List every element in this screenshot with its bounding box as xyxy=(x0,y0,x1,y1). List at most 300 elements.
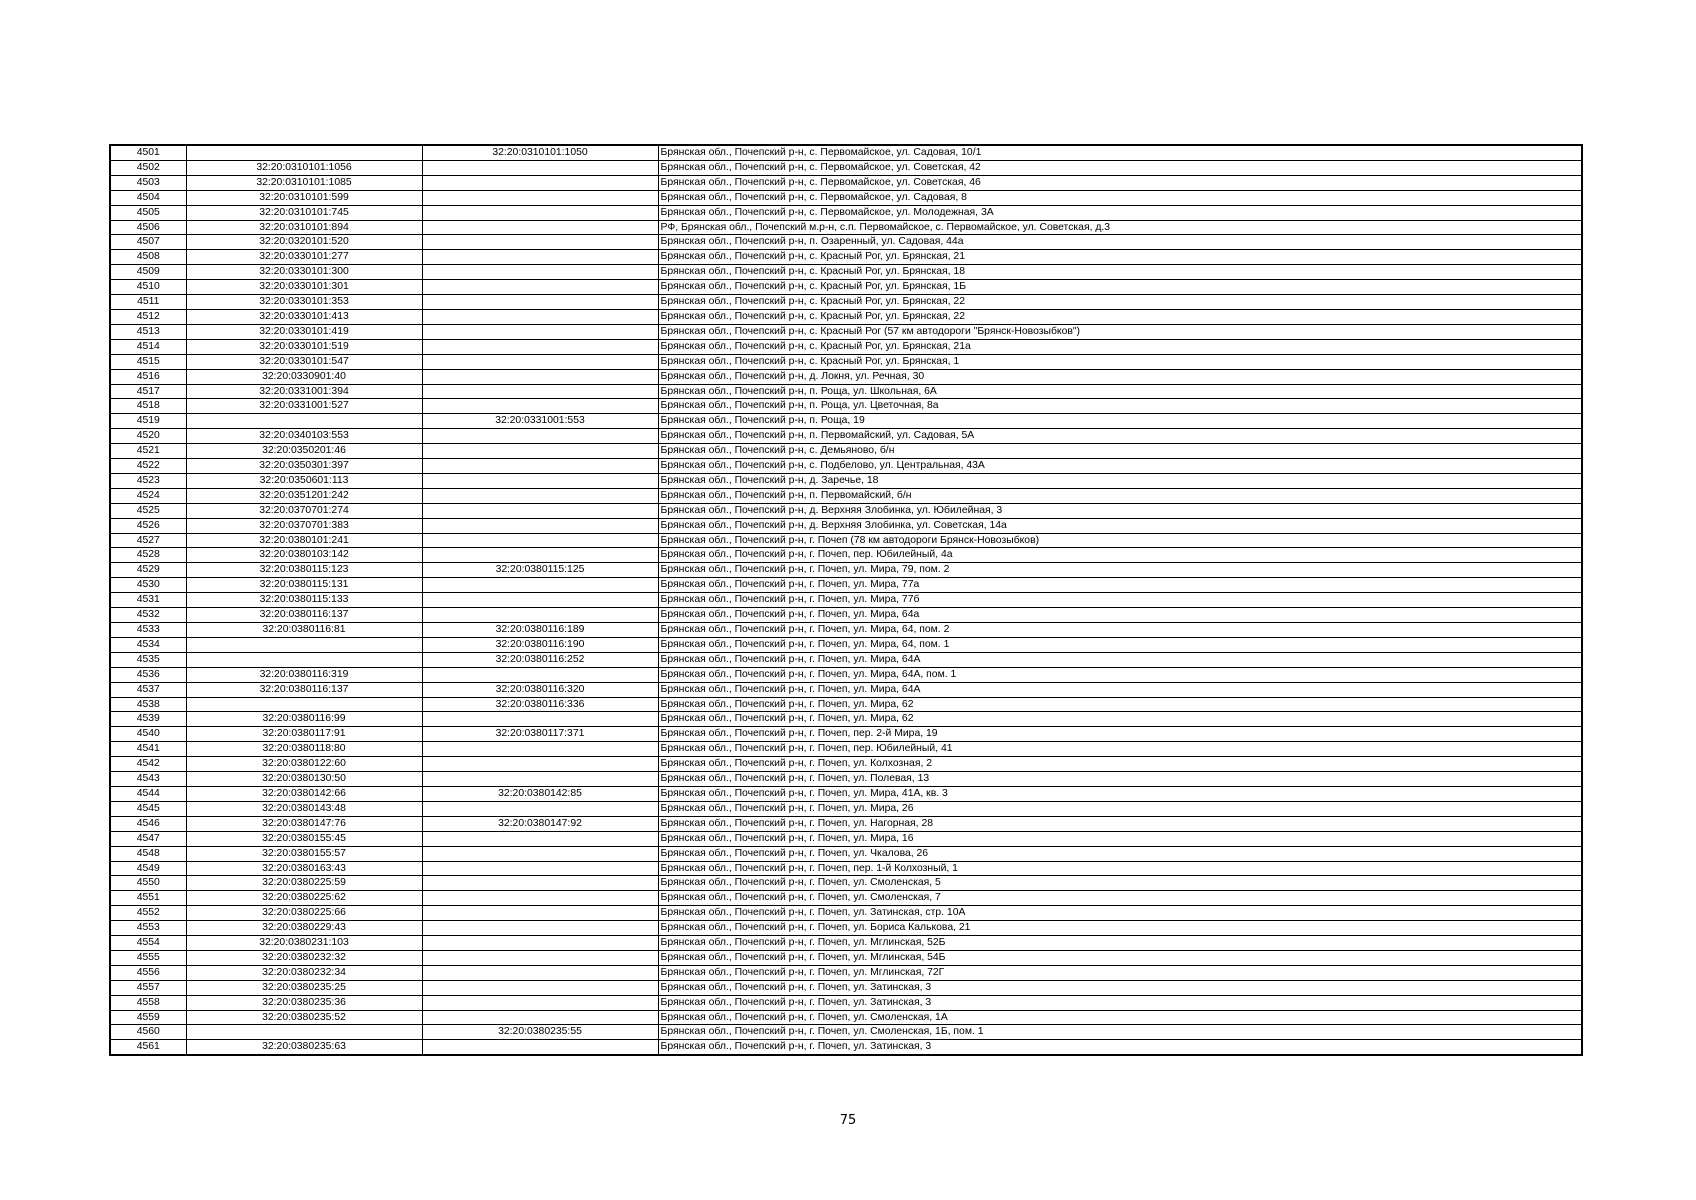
linked-cadastral-number-cell xyxy=(422,205,658,220)
linked-cadastral-number-cell xyxy=(422,295,658,310)
cadastral-number-cell: 32:20:0380116:99 xyxy=(186,712,422,727)
address-cell: Брянская обл., Почепский р-н, г. Почеп, ул. Колхозная, 2 xyxy=(658,757,1582,772)
cadastral-number-cell: 32:20:0380231:103 xyxy=(186,936,422,951)
linked-cadastral-number-cell xyxy=(422,473,658,488)
table-row xyxy=(110,354,1582,369)
table-row xyxy=(110,473,1582,488)
cadastral-number-cell: 32:20:0380229:43 xyxy=(186,921,422,936)
address-cell: РФ, Брянская обл., Почепский м.р-н, с.п. Первомайское, с. Первомайское, ул. Советская, д.3 xyxy=(658,220,1582,235)
row-number-cell: 4523 xyxy=(110,473,186,488)
cadastral-number-cell: 32:20:0380116:81 xyxy=(186,623,422,638)
table-row xyxy=(110,623,1582,638)
address-cell: Брянская обл., Почепский р-н, г. Почеп, ул. Мира, 26 xyxy=(658,801,1582,816)
cadastral-number-cell: 32:20:0340103:553 xyxy=(186,429,422,444)
linked-cadastral-number-cell xyxy=(422,757,658,772)
linked-cadastral-number-cell: 32:20:0380116:190 xyxy=(422,637,658,652)
page-number: 75 xyxy=(839,1113,857,1128)
address-cell: Брянская обл., Почепский р-н, г. Почеп, ул. Затинская, стр. 10А xyxy=(658,906,1582,921)
linked-cadastral-number-cell xyxy=(422,339,658,354)
address-cell: Брянская обл., Почепский р-н, с. Красный Рог, ул. Брянская, 21а xyxy=(658,339,1582,354)
cadastral-number-cell: 32:20:0380235:36 xyxy=(186,995,422,1010)
table-row xyxy=(110,772,1582,787)
row-number-cell: 4510 xyxy=(110,280,186,295)
row-number-cell: 4547 xyxy=(110,831,186,846)
linked-cadastral-number-cell xyxy=(422,265,658,280)
cadastral-number-cell: 32:20:0380116:319 xyxy=(186,667,422,682)
table-row xyxy=(110,384,1582,399)
address-cell: Брянская обл., Почепский р-н, г. Почеп, пер. 1-й Колхозный, 1 xyxy=(658,861,1582,876)
address-cell: Брянская обл., Почепский р-н, п. Первомайский, б/н xyxy=(658,488,1582,503)
linked-cadastral-number-cell: 32:20:0380142:85 xyxy=(422,786,658,801)
row-number-cell: 4532 xyxy=(110,608,186,623)
row-number-cell: 4548 xyxy=(110,846,186,861)
row-number-cell: 4535 xyxy=(110,652,186,667)
table-row xyxy=(110,637,1582,652)
cadastral-number-cell: 32:20:0320101:520 xyxy=(186,235,422,250)
cadastral-number-cell: 32:20:0330101:277 xyxy=(186,250,422,265)
linked-cadastral-number-cell xyxy=(422,891,658,906)
row-number-cell: 4544 xyxy=(110,786,186,801)
table-row xyxy=(110,846,1582,861)
cadastral-number-cell xyxy=(186,145,422,160)
address-cell: Брянская обл., Почепский р-н, с. Первомайское, ул. Садовая, 10/1 xyxy=(658,145,1582,160)
cadastral-number-cell: 32:20:0380225:59 xyxy=(186,876,422,891)
table-row xyxy=(110,652,1582,667)
table-row xyxy=(110,742,1582,757)
linked-cadastral-number-cell: 32:20:0380147:92 xyxy=(422,816,658,831)
table-row xyxy=(110,459,1582,474)
table-row xyxy=(110,608,1582,623)
address-cell: Брянская обл., Почепский р-н, п. Роща, ул. Школьная, 6А xyxy=(658,384,1582,399)
address-cell: Брянская обл., Почепский р-н, г. Почеп, ул. Мира, 79, пом. 2 xyxy=(658,563,1582,578)
cadastral-number-cell: 32:20:0330101:519 xyxy=(186,339,422,354)
row-number-cell: 4533 xyxy=(110,623,186,638)
linked-cadastral-number-cell xyxy=(422,160,658,175)
cadastral-number-cell: 32:20:0380118:80 xyxy=(186,742,422,757)
address-cell: Брянская обл., Почепский р-н, д. Верхняя Злобинка, ул. Советская, 14а xyxy=(658,518,1582,533)
row-number-cell: 4518 xyxy=(110,399,186,414)
linked-cadastral-number-cell xyxy=(422,280,658,295)
table-row xyxy=(110,682,1582,697)
row-number-cell: 4553 xyxy=(110,921,186,936)
row-number-cell: 4514 xyxy=(110,339,186,354)
address-cell: Брянская обл., Почепский р-н, г. Почеп, ул. Полевая, 13 xyxy=(658,772,1582,787)
linked-cadastral-number-cell xyxy=(422,369,658,384)
table-row xyxy=(110,757,1582,772)
row-number-cell: 4516 xyxy=(110,369,186,384)
linked-cadastral-number-cell: 32:20:0310101:1050 xyxy=(422,145,658,160)
address-cell: Брянская обл., Почепский р-н, г. Почеп, пер. Юбилейный, 41 xyxy=(658,742,1582,757)
table-row xyxy=(110,1025,1582,1040)
address-cell: Брянская обл., Почепский р-н, г. Почеп, ул. Мира, 41А, кв. 3 xyxy=(658,786,1582,801)
property-register-table xyxy=(109,144,1583,1056)
table-row xyxy=(110,533,1582,548)
row-number-cell: 4508 xyxy=(110,250,186,265)
cadastral-number-cell: 32:20:0380122:60 xyxy=(186,757,422,772)
linked-cadastral-number-cell xyxy=(422,354,658,369)
linked-cadastral-number-cell xyxy=(422,980,658,995)
row-number-cell: 4537 xyxy=(110,682,186,697)
address-cell: Брянская обл., Почепский р-н, г. Почеп, ул. Мира, 64а xyxy=(658,608,1582,623)
address-cell: Брянская обл., Почепский р-н, г. Почеп, пер. 2-й Мира, 19 xyxy=(658,727,1582,742)
row-number-cell: 4551 xyxy=(110,891,186,906)
address-cell: Брянская обл., Почепский р-н, г. Почеп, ул. Чкалова, 26 xyxy=(658,846,1582,861)
row-number-cell: 4525 xyxy=(110,503,186,518)
row-number-cell: 4546 xyxy=(110,816,186,831)
row-number-cell: 4561 xyxy=(110,1040,186,1055)
linked-cadastral-number-cell xyxy=(422,459,658,474)
table-row xyxy=(110,980,1582,995)
row-number-cell: 4552 xyxy=(110,906,186,921)
linked-cadastral-number-cell xyxy=(422,250,658,265)
linked-cadastral-number-cell: 32:20:0380116:189 xyxy=(422,623,658,638)
cadastral-number-cell: 32:20:0380115:133 xyxy=(186,593,422,608)
table-row xyxy=(110,906,1582,921)
cadastral-number-cell: 32:20:0310101:894 xyxy=(186,220,422,235)
cadastral-number-cell xyxy=(186,637,422,652)
address-cell: Брянская обл., Почепский р-н, п. Озаренный, ул. Садовая, 44а xyxy=(658,235,1582,250)
address-cell: Брянская обл., Почепский р-н, г. Почеп, ул. Мира, 77б xyxy=(658,593,1582,608)
address-cell: Брянская обл., Почепский р-н, г. Почеп, ул. Смоленская, 5 xyxy=(658,876,1582,891)
table-row xyxy=(110,265,1582,280)
table-row xyxy=(110,145,1582,160)
cadastral-number-cell: 32:20:0380235:63 xyxy=(186,1040,422,1055)
cadastral-number-cell: 32:20:0380116:137 xyxy=(186,608,422,623)
table-row xyxy=(110,876,1582,891)
linked-cadastral-number-cell xyxy=(422,429,658,444)
table-row xyxy=(110,295,1582,310)
linked-cadastral-number-cell xyxy=(422,384,658,399)
linked-cadastral-number-cell xyxy=(422,593,658,608)
linked-cadastral-number-cell xyxy=(422,175,658,190)
cadastral-number-cell: 32:20:0380235:25 xyxy=(186,980,422,995)
cadastral-number-cell: 32:20:0350201:46 xyxy=(186,444,422,459)
table-row xyxy=(110,160,1582,175)
linked-cadastral-number-cell xyxy=(422,608,658,623)
address-cell: Брянская обл., Почепский р-н, г. Почеп, ул. Мглинская, 52Б xyxy=(658,936,1582,951)
cadastral-number-cell: 32:20:0380115:123 xyxy=(186,563,422,578)
row-number-cell: 4545 xyxy=(110,801,186,816)
row-number-cell: 4530 xyxy=(110,578,186,593)
row-number-cell: 4560 xyxy=(110,1025,186,1040)
row-number-cell: 4513 xyxy=(110,324,186,339)
row-number-cell: 4542 xyxy=(110,757,186,772)
address-cell: Брянская обл., Почепский р-н, с. Первомайское, ул. Садовая, 8 xyxy=(658,190,1582,205)
cadastral-number-cell: 32:20:0380225:62 xyxy=(186,891,422,906)
row-number-cell: 4540 xyxy=(110,727,186,742)
table-row xyxy=(110,921,1582,936)
table-row xyxy=(110,801,1582,816)
linked-cadastral-number-cell xyxy=(422,831,658,846)
table-row xyxy=(110,414,1582,429)
row-number-cell: 4555 xyxy=(110,950,186,965)
row-number-cell: 4554 xyxy=(110,936,186,951)
table-row xyxy=(110,578,1582,593)
linked-cadastral-number-cell xyxy=(422,921,658,936)
row-number-cell: 4529 xyxy=(110,563,186,578)
row-number-cell: 4521 xyxy=(110,444,186,459)
table-row xyxy=(110,697,1582,712)
address-cell: Брянская обл., Почепский р-н, г. Почеп, ул. Смоленская, 7 xyxy=(658,891,1582,906)
address-cell: Брянская обл., Почепский р-н, с. Подбелово, ул. Центральная, 43А xyxy=(658,459,1582,474)
address-cell: Брянская обл., Почепский р-н, г. Почеп, ул. Затинская, 3 xyxy=(658,1040,1582,1055)
cadastral-number-cell: 32:20:0330101:300 xyxy=(186,265,422,280)
row-number-cell: 4503 xyxy=(110,175,186,190)
address-cell: Брянская обл., Почепский р-н, с. Красный Рог, ул. Брянская, 18 xyxy=(658,265,1582,280)
linked-cadastral-number-cell xyxy=(422,1010,658,1025)
row-number-cell: 4531 xyxy=(110,593,186,608)
row-number-cell: 4543 xyxy=(110,772,186,787)
address-cell: Брянская обл., Почепский р-н, г. Почеп, ул. Мира, 64А xyxy=(658,652,1582,667)
cadastral-number-cell: 32:20:0380130:50 xyxy=(186,772,422,787)
row-number-cell: 4519 xyxy=(110,414,186,429)
linked-cadastral-number-cell xyxy=(422,518,658,533)
row-number-cell: 4539 xyxy=(110,712,186,727)
row-number-cell: 4541 xyxy=(110,742,186,757)
table-row xyxy=(110,1010,1582,1025)
table-row xyxy=(110,339,1582,354)
table-row xyxy=(110,786,1582,801)
linked-cadastral-number-cell xyxy=(422,876,658,891)
cadastral-number-cell xyxy=(186,414,422,429)
table-row xyxy=(110,995,1582,1010)
address-cell: Брянская обл., Почепский р-н, г. Почеп, ул. Мира, 64А xyxy=(658,682,1582,697)
cadastral-number-cell: 32:20:0310101:1085 xyxy=(186,175,422,190)
table-row xyxy=(110,220,1582,235)
table-row xyxy=(110,831,1582,846)
address-cell: Брянская обл., Почепский р-н, с. Красный Рог, ул. Брянская, 1 xyxy=(658,354,1582,369)
row-number-cell: 4526 xyxy=(110,518,186,533)
cadastral-number-cell: 32:20:0380101:241 xyxy=(186,533,422,548)
table-row xyxy=(110,667,1582,682)
row-number-cell: 4549 xyxy=(110,861,186,876)
table-row xyxy=(110,936,1582,951)
linked-cadastral-number-cell xyxy=(422,399,658,414)
linked-cadastral-number-cell xyxy=(422,324,658,339)
row-number-cell: 4511 xyxy=(110,295,186,310)
linked-cadastral-number-cell xyxy=(422,309,658,324)
linked-cadastral-number-cell xyxy=(422,1040,658,1055)
address-cell: Брянская обл., Почепский р-н, г. Почеп, ул. Мира, 64, пом. 2 xyxy=(658,623,1582,638)
row-number-cell: 4558 xyxy=(110,995,186,1010)
cadastral-number-cell xyxy=(186,1025,422,1040)
address-cell: Брянская обл., Почепский р-н, с. Красный Рог, ул. Брянская, 22 xyxy=(658,309,1582,324)
cadastral-number-cell xyxy=(186,652,422,667)
linked-cadastral-number-cell xyxy=(422,846,658,861)
cadastral-number-cell: 32:20:0331001:527 xyxy=(186,399,422,414)
address-cell: Брянская обл., Почепский р-н, д. Локня, ул. Речная, 30 xyxy=(658,369,1582,384)
cadastral-number-cell: 32:20:0330101:419 xyxy=(186,324,422,339)
address-cell: Брянская обл., Почепский р-н, г. Почеп, ул. Мира, 77а xyxy=(658,578,1582,593)
table-row xyxy=(110,488,1582,503)
linked-cadastral-number-cell xyxy=(422,861,658,876)
table-row xyxy=(110,175,1582,190)
table-row xyxy=(110,861,1582,876)
linked-cadastral-number-cell xyxy=(422,906,658,921)
linked-cadastral-number-cell xyxy=(422,712,658,727)
row-number-cell: 4505 xyxy=(110,205,186,220)
table-row xyxy=(110,190,1582,205)
address-cell: Брянская обл., Почепский р-н, г. Почеп, ул. Бориса Калькова, 21 xyxy=(658,921,1582,936)
row-number-cell: 4502 xyxy=(110,160,186,175)
address-cell: Брянская обл., Почепский р-н, с. Красный Рог, ул. Брянская, 22 xyxy=(658,295,1582,310)
row-number-cell: 4520 xyxy=(110,429,186,444)
cadastral-number-cell: 32:20:0330101:353 xyxy=(186,295,422,310)
address-cell: Брянская обл., Почепский р-н, г. Почеп (78 км автодороги Брянск-Новозыбков) xyxy=(658,533,1582,548)
linked-cadastral-number-cell xyxy=(422,220,658,235)
linked-cadastral-number-cell: 32:20:0380116:252 xyxy=(422,652,658,667)
linked-cadastral-number-cell xyxy=(422,190,658,205)
linked-cadastral-number-cell: 32:20:0380116:336 xyxy=(422,697,658,712)
linked-cadastral-number-cell xyxy=(422,965,658,980)
address-cell: Брянская обл., Почепский р-н, г. Почеп, ул. Смоленская, 1А xyxy=(658,1010,1582,1025)
cadastral-number-cell: 32:20:0351201:242 xyxy=(186,488,422,503)
cadastral-number-cell: 32:20:0330101:301 xyxy=(186,280,422,295)
address-cell: Брянская обл., Почепский р-н, с. Красный Рог (57 км автодороги "Брянск-Новозыбков") xyxy=(658,324,1582,339)
linked-cadastral-number-cell xyxy=(422,444,658,459)
table-row xyxy=(110,309,1582,324)
linked-cadastral-number-cell xyxy=(422,548,658,563)
cadastral-number-cell: 32:20:0380117:91 xyxy=(186,727,422,742)
cadastral-number-cell: 32:20:0380142:66 xyxy=(186,786,422,801)
table-row xyxy=(110,1040,1582,1055)
address-cell: Брянская обл., Почепский р-н, г. Почеп, ул. Затинская, 3 xyxy=(658,980,1582,995)
row-number-cell: 4509 xyxy=(110,265,186,280)
linked-cadastral-number-cell: 32:20:0380117:371 xyxy=(422,727,658,742)
row-number-cell: 4517 xyxy=(110,384,186,399)
linked-cadastral-number-cell xyxy=(422,742,658,757)
address-cell: Брянская обл., Почепский р-н, с. Первомайское, ул. Советская, 46 xyxy=(658,175,1582,190)
cadastral-number-cell: 32:20:0330901:40 xyxy=(186,369,422,384)
table-row xyxy=(110,205,1582,220)
address-cell: Брянская обл., Почепский р-н, г. Почеп, ул. Мира, 62 xyxy=(658,712,1582,727)
cadastral-number-cell: 32:20:0330101:547 xyxy=(186,354,422,369)
cadastral-number-cell xyxy=(186,697,422,712)
table-row xyxy=(110,965,1582,980)
cadastral-number-cell: 32:20:0350301:397 xyxy=(186,459,422,474)
table-row xyxy=(110,399,1582,414)
cadastral-number-cell: 32:20:0330101:413 xyxy=(186,309,422,324)
cadastral-number-cell: 32:20:0310101:745 xyxy=(186,205,422,220)
address-cell: Брянская обл., Почепский р-н, с. Первомайское, ул. Молодежная, 3А xyxy=(658,205,1582,220)
table-row xyxy=(110,593,1582,608)
cadastral-number-cell: 32:20:0331001:394 xyxy=(186,384,422,399)
row-number-cell: 4524 xyxy=(110,488,186,503)
table-row xyxy=(110,548,1582,563)
row-number-cell: 4501 xyxy=(110,145,186,160)
row-number-cell: 4536 xyxy=(110,667,186,682)
address-cell: Брянская обл., Почепский р-н, г. Почеп, ул. Затинская, 3 xyxy=(658,995,1582,1010)
address-cell: Брянская обл., Почепский р-н, д. Заречье, 18 xyxy=(658,473,1582,488)
row-number-cell: 4538 xyxy=(110,697,186,712)
cadastral-number-cell: 32:20:0370701:274 xyxy=(186,503,422,518)
cadastral-number-cell: 32:20:0310101:1056 xyxy=(186,160,422,175)
table-row xyxy=(110,429,1582,444)
cadastral-number-cell: 32:20:0380143:48 xyxy=(186,801,422,816)
address-cell: Брянская обл., Почепский р-н, д. Верхняя Злобинка, ул. Юбилейная, 3 xyxy=(658,503,1582,518)
address-cell: Брянская обл., Почепский р-н, г. Почеп, ул. Мира, 16 xyxy=(658,831,1582,846)
row-number-cell: 4528 xyxy=(110,548,186,563)
table-row xyxy=(110,235,1582,250)
table-row xyxy=(110,950,1582,965)
address-cell: Брянская обл., Почепский р-н, п. Роща, ул. Цветочная, 8а xyxy=(658,399,1582,414)
linked-cadastral-number-cell xyxy=(422,488,658,503)
address-cell: Брянская обл., Почепский р-н, с. Первомайское, ул. Советская, 42 xyxy=(658,160,1582,175)
cadastral-number-cell: 32:20:0380225:66 xyxy=(186,906,422,921)
row-number-cell: 4522 xyxy=(110,459,186,474)
table-row xyxy=(110,369,1582,384)
table-row xyxy=(110,891,1582,906)
cadastral-number-cell: 32:20:0380147:76 xyxy=(186,816,422,831)
table-row xyxy=(110,444,1582,459)
cadastral-number-cell: 32:20:0350601:113 xyxy=(186,473,422,488)
linked-cadastral-number-cell xyxy=(422,995,658,1010)
linked-cadastral-number-cell: 32:20:0380235:55 xyxy=(422,1025,658,1040)
row-number-cell: 4556 xyxy=(110,965,186,980)
cadastral-number-cell: 32:20:0380103:142 xyxy=(186,548,422,563)
table-row xyxy=(110,727,1582,742)
cadastral-number-cell: 32:20:0380115:131 xyxy=(186,578,422,593)
cadastral-number-cell: 32:20:0380116:137 xyxy=(186,682,422,697)
cadastral-number-cell: 32:20:0380163:43 xyxy=(186,861,422,876)
linked-cadastral-number-cell xyxy=(422,772,658,787)
row-number-cell: 4506 xyxy=(110,220,186,235)
address-cell: Брянская обл., Почепский р-н, с. Демьяново, б/н xyxy=(658,444,1582,459)
address-cell: Брянская обл., Почепский р-н, с. Красный Рог, ул. Брянская, 21 xyxy=(658,250,1582,265)
address-cell: Брянская обл., Почепский р-н, п. Первомайский, ул. Садовая, 5А xyxy=(658,429,1582,444)
address-cell: Брянская обл., Почепский р-н, г. Почеп, ул. Мглинская, 72Г xyxy=(658,965,1582,980)
address-cell: Брянская обл., Почепский р-н, г. Почеп, ул. Мира, 64, пом. 1 xyxy=(658,637,1582,652)
address-cell: Брянская обл., Почепский р-н, г. Почеп, пер. Юбилейный, 4а xyxy=(658,548,1582,563)
linked-cadastral-number-cell xyxy=(422,801,658,816)
table-row xyxy=(110,503,1582,518)
register-body xyxy=(110,145,1582,1055)
row-number-cell: 4527 xyxy=(110,533,186,548)
cadastral-number-cell: 32:20:0380232:32 xyxy=(186,950,422,965)
row-number-cell: 4507 xyxy=(110,235,186,250)
row-number-cell: 4515 xyxy=(110,354,186,369)
table-row xyxy=(110,816,1582,831)
address-cell: Брянская обл., Почепский р-н, г. Почеп, ул. Мглинская, 54Б xyxy=(658,950,1582,965)
linked-cadastral-number-cell xyxy=(422,235,658,250)
linked-cadastral-number-cell: 32:20:0380115:125 xyxy=(422,563,658,578)
address-cell: Брянская обл., Почепский р-н, п. Роща, 19 xyxy=(658,414,1582,429)
linked-cadastral-number-cell xyxy=(422,936,658,951)
address-cell: Брянская обл., Почепский р-н, г. Почеп, ул. Мира, 64А, пом. 1 xyxy=(658,667,1582,682)
address-cell: Брянская обл., Почепский р-н, г. Почеп, ул. Нагорная, 28 xyxy=(658,816,1582,831)
linked-cadastral-number-cell: 32:20:0380116:320 xyxy=(422,682,658,697)
row-number-cell: 4557 xyxy=(110,980,186,995)
row-number-cell: 4559 xyxy=(110,1010,186,1025)
table-row xyxy=(110,712,1582,727)
address-cell: Брянская обл., Почепский р-н, с. Красный Рог, ул. Брянская, 1Б xyxy=(658,280,1582,295)
row-number-cell: 4550 xyxy=(110,876,186,891)
cadastral-number-cell: 32:20:0370701:383 xyxy=(186,518,422,533)
address-cell: Брянская обл., Почепский р-н, г. Почеп, ул. Смоленская, 1Б, пом. 1 xyxy=(658,1025,1582,1040)
row-number-cell: 4534 xyxy=(110,637,186,652)
table-row xyxy=(110,518,1582,533)
linked-cadastral-number-cell xyxy=(422,950,658,965)
address-cell: Брянская обл., Почепский р-н, г. Почеп, ул. Мира, 62 xyxy=(658,697,1582,712)
cadastral-number-cell: 32:20:0380235:52 xyxy=(186,1010,422,1025)
row-number-cell: 4504 xyxy=(110,190,186,205)
table-row xyxy=(110,563,1582,578)
table-row xyxy=(110,324,1582,339)
table-row xyxy=(110,250,1582,265)
linked-cadastral-number-cell: 32:20:0331001:553 xyxy=(422,414,658,429)
linked-cadastral-number-cell xyxy=(422,533,658,548)
cadastral-number-cell: 32:20:0380232:34 xyxy=(186,965,422,980)
